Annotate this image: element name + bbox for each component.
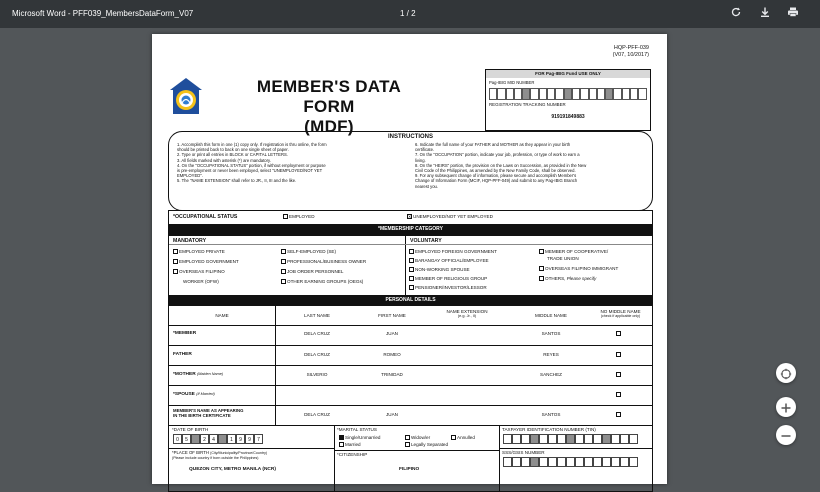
marital-widow[interactable] bbox=[405, 435, 430, 440]
dob-separator bbox=[218, 434, 227, 444]
checkbox[interactable] bbox=[539, 249, 544, 254]
checkbox[interactable] bbox=[339, 442, 344, 447]
dob-digit[interactable]: 0 bbox=[173, 434, 182, 444]
father-middle-name[interactable]: REYES bbox=[543, 352, 559, 357]
instructions-left: 1. Accomplish this form in one (1) copy only. If registration is thru online, the form should be printed back to back on one single sheet of paper. 2. Type or print all entries in BLOCK or CAPITAL LETTERS. 3. All fields marked with asterisk (*) are mandatory. 4. On the "OCCUPATIONAL STATUS" portion, if without employment or purpose is pre-employment or never been employed, select "UNEMPLOYED/NOT YET EMPLOYED". 5. The "NAME EXTENSION" shall refer to JR., II, III and the like. bbox=[177, 142, 327, 184]
checkbox[interactable] bbox=[409, 249, 414, 254]
option-label: OVERSEAS FILIPINO bbox=[179, 269, 225, 274]
mother-middle-name[interactable]: SANCHEZ bbox=[540, 372, 562, 377]
option-label: PROFESSIONAL/BUSINESS OWNER bbox=[287, 259, 367, 264]
option-label: OTHER EARNING GROUPS (OEGs) bbox=[287, 279, 364, 284]
mid-number-label: Pag-IBIG MID NUMBER bbox=[489, 80, 535, 85]
marital-status-label: *MARITAL STATUS bbox=[337, 427, 377, 432]
option-label: NON-WORKING SPOUSE bbox=[415, 267, 470, 272]
fit-page-button[interactable] bbox=[776, 363, 796, 383]
unemployed-option[interactable] bbox=[407, 214, 493, 219]
instructions-box bbox=[168, 131, 653, 211]
personal-details-header: PERSONAL DETAILS bbox=[169, 295, 652, 306]
col-name-extension-note: (e.g. Jr., II) bbox=[457, 314, 477, 318]
pob-label-block bbox=[172, 450, 332, 461]
mandatory-option-5[interactable] bbox=[281, 259, 366, 264]
option-label: MEMBER OF RELIGIOUS GROUP bbox=[415, 276, 488, 281]
zoom-out-button[interactable] bbox=[776, 425, 796, 445]
marital-single[interactable] bbox=[339, 435, 381, 440]
zoom-out-icon bbox=[780, 430, 792, 442]
checkbox[interactable] bbox=[173, 269, 178, 274]
father-last-name[interactable]: DELA CRUZ bbox=[304, 352, 330, 357]
tin-label: TAXPAYER IDENTIFICATION NUMBER (TIN) bbox=[502, 427, 596, 432]
option-label: Married bbox=[345, 442, 361, 447]
option-label: EMPLOYED PRIVATE bbox=[179, 249, 225, 254]
citizenship-label: *CITIZENSHIP bbox=[337, 452, 368, 457]
row-father-label: FATHER bbox=[173, 352, 192, 357]
dob-digit[interactable]: 7 bbox=[254, 434, 263, 444]
mother-no-middle-name-checkbox[interactable] bbox=[616, 372, 622, 378]
row-spouse-text: *SPOUSE bbox=[173, 392, 195, 397]
rotate-icon[interactable] bbox=[729, 6, 743, 20]
pagibig-logo-icon bbox=[168, 76, 204, 116]
col-first-name: FIRST NAME bbox=[378, 313, 406, 318]
birth-cert-first-name[interactable]: JUAN bbox=[386, 412, 398, 417]
option-label: BARANGAY OFFICIAL/EMPLOYEE bbox=[415, 258, 489, 263]
document-page bbox=[152, 34, 667, 484]
fit-page-icon bbox=[780, 368, 792, 380]
voluntary-option-6-note: TRADE UNION bbox=[547, 256, 579, 261]
checkbox[interactable] bbox=[409, 267, 414, 272]
dob-digit[interactable]: 4 bbox=[209, 434, 218, 444]
option-label: OVERSEAS FILIPINO IMMIGRANT bbox=[545, 266, 619, 271]
member-first-name[interactable]: JUAN bbox=[386, 331, 398, 336]
option-label: Widow/er bbox=[411, 435, 431, 440]
unemployed-checkbox[interactable]: ✕ bbox=[408, 214, 412, 220]
birth-cert-label-line1: MEMBER'S NAME AS APPEARING bbox=[173, 408, 244, 413]
mandatory-option-6[interactable] bbox=[281, 269, 343, 274]
member-middle-name[interactable]: SANTOS bbox=[541, 331, 561, 336]
mandatory-option-1[interactable] bbox=[173, 249, 225, 254]
row-mother-label bbox=[173, 372, 223, 377]
membership-category-header: *MEMBERSHIP CATEGORY bbox=[169, 224, 652, 235]
marital-separated[interactable] bbox=[405, 442, 448, 447]
birth-cert-middle-name[interactable]: SANTOS bbox=[541, 412, 561, 417]
col-name: NAME bbox=[215, 313, 229, 318]
dob-cells[interactable] bbox=[173, 434, 263, 444]
viewer-toolbar bbox=[0, 0, 820, 28]
checkbox[interactable] bbox=[339, 435, 344, 440]
form-title bbox=[234, 77, 424, 137]
member-last-name[interactable]: DELA CRUZ bbox=[304, 331, 330, 336]
voluntary-option-4[interactable] bbox=[409, 276, 487, 281]
dob-digit[interactable]: 2 bbox=[200, 434, 209, 444]
checkbox[interactable] bbox=[451, 435, 456, 440]
col-middle-name: MIDDLE NAME bbox=[535, 313, 567, 318]
pob-note: (Please include country if born outside the Philippines) bbox=[172, 456, 259, 460]
col-name-extension-label: NAME EXTENSION bbox=[446, 309, 488, 314]
voluntary-option-7[interactable] bbox=[539, 266, 618, 271]
checkbox[interactable] bbox=[281, 259, 286, 264]
checkbox[interactable] bbox=[173, 249, 178, 254]
voluntary-option-3[interactable] bbox=[409, 267, 470, 272]
zoom-in-button[interactable] bbox=[776, 397, 796, 417]
employed-option[interactable] bbox=[283, 214, 315, 219]
dob-label: *DATE OF BIRTH bbox=[172, 427, 209, 432]
mother-first-name[interactable]: TRINIDAD bbox=[381, 372, 403, 377]
mandatory-option-4[interactable] bbox=[281, 249, 336, 254]
citizenship-value[interactable]: FILIPINO bbox=[399, 467, 420, 472]
option-label: EMPLOYED FOREIGN GOVERNMENT bbox=[415, 249, 497, 254]
col-no-middle-name bbox=[589, 309, 652, 318]
option-label: SELF-EMPLOYED (SE) bbox=[287, 249, 337, 254]
marital-annulled[interactable] bbox=[451, 435, 475, 440]
mandatory-option-2[interactable] bbox=[173, 259, 239, 264]
option-label: OTHERS, bbox=[545, 276, 566, 281]
checkbox[interactable] bbox=[616, 412, 621, 417]
spouse-no-middle-name-checkbox[interactable] bbox=[616, 392, 622, 398]
option-label: PENSIONER/INVESTOR/LESSOR bbox=[415, 285, 487, 290]
employed-checkbox[interactable] bbox=[283, 214, 288, 219]
dob-digit[interactable]: 5 bbox=[182, 434, 191, 444]
checkbox[interactable] bbox=[405, 442, 410, 447]
marital-married[interactable] bbox=[339, 442, 361, 447]
tin-cells[interactable] bbox=[503, 434, 638, 444]
mandatory-label: MANDATORY bbox=[173, 238, 207, 244]
birth-cert-no-middle-name-checkbox[interactable] bbox=[616, 412, 622, 418]
sss-cells[interactable] bbox=[503, 457, 638, 467]
document-title: Microsoft Word - PFF039_MembersDataForm_V07 bbox=[12, 9, 194, 18]
option-label: EMPLOYED GOVERNMENT bbox=[179, 259, 239, 264]
voluntary-option-5[interactable] bbox=[409, 285, 487, 290]
form-version: (V07, 10/2017) bbox=[612, 52, 649, 58]
hqp-code: HQP-PFF-039 bbox=[613, 45, 649, 51]
checkbox[interactable] bbox=[281, 269, 286, 274]
row-birth-cert-label bbox=[173, 408, 243, 418]
row-mother-sub: (Maiden Name) bbox=[197, 372, 224, 376]
option-label: Legally Separated bbox=[411, 442, 449, 447]
form-title-line2: (MDF) bbox=[304, 117, 354, 136]
dob-separator bbox=[191, 434, 200, 444]
dob-digit[interactable]: 9 bbox=[236, 434, 245, 444]
row-spouse-sub: (If Married) bbox=[196, 392, 215, 396]
checkbox[interactable] bbox=[173, 259, 178, 264]
pob-value[interactable]: QUEZON CITY, METRO MANILA (NCR) bbox=[189, 467, 276, 472]
voluntary-option-6[interactable] bbox=[539, 249, 608, 254]
member-no-middle-name-checkbox[interactable] bbox=[616, 331, 622, 337]
download-icon[interactable] bbox=[758, 6, 772, 20]
voluntary-option-8[interactable] bbox=[539, 276, 596, 281]
checkbox[interactable] bbox=[616, 352, 621, 357]
checkbox[interactable] bbox=[616, 331, 621, 336]
checkbox[interactable] bbox=[616, 372, 621, 377]
form-fields bbox=[168, 210, 653, 492]
checkbox[interactable] bbox=[616, 392, 621, 397]
row-spouse-label bbox=[173, 392, 215, 397]
checkbox[interactable] bbox=[539, 266, 544, 271]
option-label: MEMBER OF COOPERATIVE/ bbox=[545, 249, 609, 254]
pob-label: *PLACE OF BIRTH bbox=[172, 450, 209, 455]
checkbox[interactable] bbox=[409, 276, 414, 281]
others-note: Please specify bbox=[566, 276, 597, 281]
zoom-in-icon bbox=[780, 402, 792, 414]
rtn-value: 919191849883 bbox=[551, 114, 585, 120]
occupational-status-label: *OCCUPATIONAL STATUS bbox=[173, 214, 238, 220]
birth-cert-label-line2: IN THE BIRTH CERTIFICATE bbox=[173, 413, 231, 418]
voluntary-label: VOLUNTARY bbox=[410, 238, 442, 244]
father-first-name[interactable]: ROMEO bbox=[383, 352, 401, 357]
row-mother-text: *MOTHER bbox=[173, 372, 196, 377]
checkbox[interactable] bbox=[409, 258, 414, 263]
row-member-label: *MEMBER bbox=[173, 331, 197, 336]
sss-label: SSS/GSIS NUMBER bbox=[502, 450, 545, 455]
col-last-name: LAST NAME bbox=[304, 313, 330, 318]
checkbox[interactable] bbox=[281, 249, 286, 254]
father-no-middle-name-checkbox[interactable] bbox=[616, 352, 622, 358]
col-no-middle-name-label: NO MIDDLE NAME bbox=[600, 309, 641, 314]
employed-label: EMPLOYED bbox=[289, 214, 315, 219]
checkbox[interactable] bbox=[405, 435, 410, 440]
instructions-right: 6. Indicate the full name of your FATHER and MOTHER as they appear in your birth certificate. 7. On the "OCCUPATION" portion, indicate your job, profession, or type of work to earn a living. 8. On the "HEIRS" portion, the provision on the Laws on Succession, as provided in the New Civil Code of the Philippines, as amended by the New Family Code, shall be observed. 9. For any subsequent change of information, please secure and accomplish Member's Change of Information Form (MCIF, HQP-PFF-049) and submit to any Pag-IBIG Branch nearest you. bbox=[415, 142, 587, 189]
checkbox[interactable] bbox=[281, 279, 286, 284]
dob-digit[interactable]: 1 bbox=[227, 434, 236, 444]
mandatory-option-7[interactable] bbox=[281, 279, 363, 284]
checkbox[interactable] bbox=[539, 276, 544, 281]
mother-last-name[interactable]: SILVERIO bbox=[306, 372, 328, 377]
pob-sub: (City/Municipality/Province/Country) bbox=[210, 451, 268, 455]
option-label: JOB ORDER PERSONNEL bbox=[287, 269, 344, 274]
print-icon[interactable] bbox=[786, 6, 800, 20]
fund-use-box bbox=[485, 69, 651, 131]
dob-digit[interactable]: 9 bbox=[245, 434, 254, 444]
voluntary-option-2[interactable] bbox=[409, 258, 489, 263]
unemployed-label: UNEMPLOYED/NOT YET EMPLOYED bbox=[413, 214, 493, 219]
mandatory-option-3-note: WORKER (OFW) bbox=[183, 279, 219, 284]
checkbox[interactable] bbox=[409, 285, 414, 290]
birth-cert-last-name[interactable]: DELA CRUZ bbox=[304, 412, 330, 417]
voluntary-option-1[interactable] bbox=[409, 249, 497, 254]
form-code bbox=[613, 45, 649, 59]
page-indicator: 1 / 2 bbox=[400, 9, 416, 18]
fund-use-header: FOR Pag-IBIG Fund USE ONLY bbox=[486, 70, 650, 78]
option-label: Single/Unmarried bbox=[345, 435, 381, 440]
form-title-line1: MEMBER'S DATA FORM bbox=[256, 77, 402, 116]
col-name-extension bbox=[425, 309, 509, 318]
instructions-title: INSTRUCTIONS bbox=[388, 134, 433, 140]
rtn-label: REGISTRATION TRACKING NUMBER bbox=[489, 102, 566, 107]
col-no-middle-name-note: (check if applicable only) bbox=[600, 314, 641, 318]
option-label: Annulled bbox=[457, 435, 475, 440]
mandatory-option-3[interactable] bbox=[173, 269, 225, 274]
mid-number-cells bbox=[489, 88, 647, 100]
